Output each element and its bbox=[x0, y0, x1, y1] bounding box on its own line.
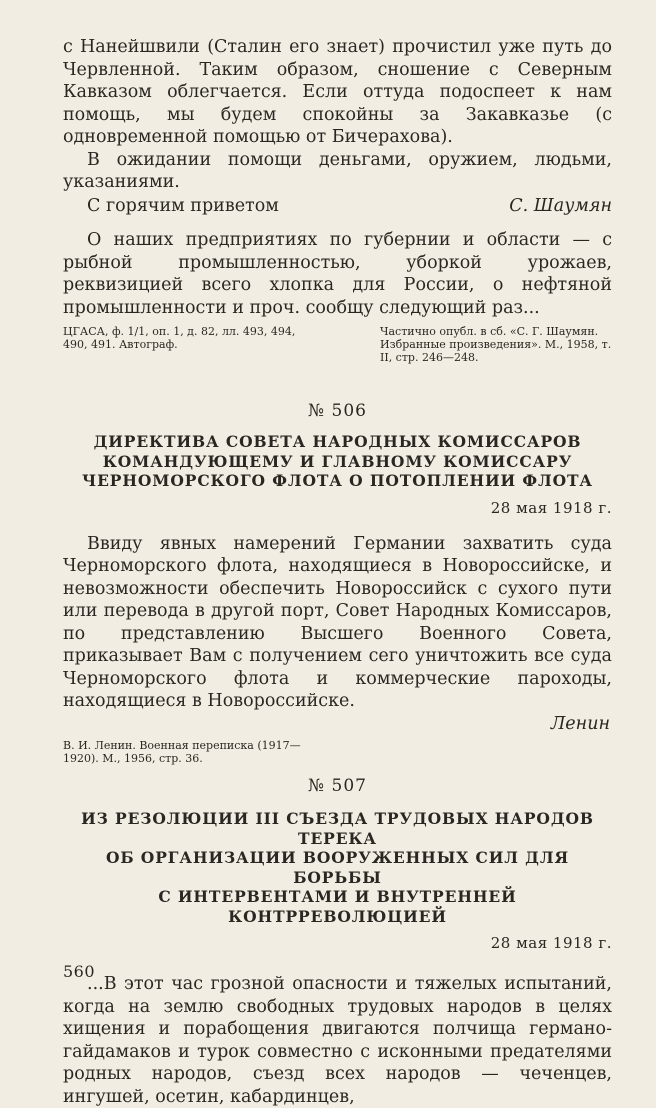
letter-paragraph: В ожидании помощи деньгами, оружием, людьми, указаниями. bbox=[63, 149, 612, 192]
letter-signature: С. Шаумян bbox=[509, 195, 612, 216]
document-title-line: ЧЕРНОМОРСКОГО ФЛОТА О ПОТОПЛЕНИИ ФЛОТА bbox=[82, 471, 593, 490]
archive-reference: ЦГАСА, ф. 1/1, оп. 1, д. 82, лл. 493, 494, 490, 491. Автограф. bbox=[63, 325, 296, 351]
letter-greeting: С горячим приветом bbox=[87, 195, 279, 216]
letter-closing bbox=[63, 195, 612, 218]
document-title-line: ДИРЕКТИВА СОВЕТА НАРОДНЫХ КОМИССАРОВ bbox=[93, 432, 582, 451]
spacer bbox=[63, 518, 612, 533]
letter-source-notes bbox=[63, 325, 612, 364]
document-date: 28 мая 1918 г. bbox=[490, 498, 612, 517]
spacer bbox=[63, 797, 612, 809]
document-title bbox=[63, 809, 612, 926]
letter-postscript: О наших предприятиях по губернии и области — с рыбной промышленностью, уборкой урожаев, реквизицией всего хлопка для России, о нефтяной промышленности и проч. сообщу следующий раз... bbox=[63, 230, 612, 318]
document-signature: Ленин bbox=[550, 713, 610, 734]
document-title-line: ОБ ОРГАНИЗАЦИИ ВООРУЖЕННЫХ СИЛ ДЛЯ БОРЬБЫ bbox=[105, 848, 570, 887]
spacer bbox=[63, 926, 612, 933]
spacer bbox=[63, 217, 612, 229]
document-number: № 506 bbox=[308, 401, 367, 421]
document-body: ...В этот час грозной опасности и тяжелых испытаний, когда на землю свободных трудовых народов в целях хищения и порабощения двигаются полчища германо-гайдамаков и турок совместно с исконными предателями родных народов, съезд всех народов — чеченцев, ингушей, осетин, кабардинцев, bbox=[63, 974, 612, 1107]
document-body: Ввиду явных намерений Германии захватить суда Черноморского флота, находящиеся в Новороссийске, и невозможности обеспечить Новороссийск с сухого пути или перевода в другой порт, Совет Народных Комиссаров, по представлению Высшего Военного Совета, приказывает Вам с получением сего уничтожить все суда Черноморского флота и коммерческие пароходы, находящиеся в Новороссийске. bbox=[63, 533, 612, 711]
document-title-line: КОМАНДУЮЩЕМУ И ГЛАВНОМУ КОМИССАРУ bbox=[102, 451, 573, 471]
spacer bbox=[63, 422, 612, 432]
spacer bbox=[63, 765, 612, 775]
document-date: 28 мая 1918 г. bbox=[490, 934, 612, 952]
document-title-line: ИЗ РЕЗОЛЮЦИИ III СЪЕЗДА ТРУДОВЫХ НАРОДОВ ТЕРЕКА bbox=[81, 809, 594, 848]
spacer bbox=[63, 364, 612, 400]
spacer bbox=[63, 953, 612, 973]
publication-reference: Частично опубл. в сб. «С. Г. Шаумян. Избранные произведения». М., 1958, т. II, стр. 246—248. bbox=[380, 325, 612, 364]
document-title bbox=[63, 432, 612, 491]
spacer bbox=[63, 491, 612, 498]
document-number: № 507 bbox=[308, 776, 367, 796]
page-number: 560 bbox=[63, 962, 96, 981]
document-title-line: С ИНТЕРВЕНТАМИ И ВНУТРЕННЕЙ КОНТРРЕВОЛЮЦИЕЙ bbox=[158, 887, 517, 926]
letter-paragraph: с Нанейшвили (Сталин его знает) прочистил уже путь до Червленной. Таким образом, сношение с Северным Кавказом облегчается. Если оттуда подоспеет к нам помощь, мы будем спокойны за Закавказье (с одновременной помощью от Бичерахова). bbox=[63, 37, 612, 147]
document-source: В. И. Ленин. Военная переписка (1917—1920). М., 1956, стр. 36. bbox=[63, 739, 301, 765]
